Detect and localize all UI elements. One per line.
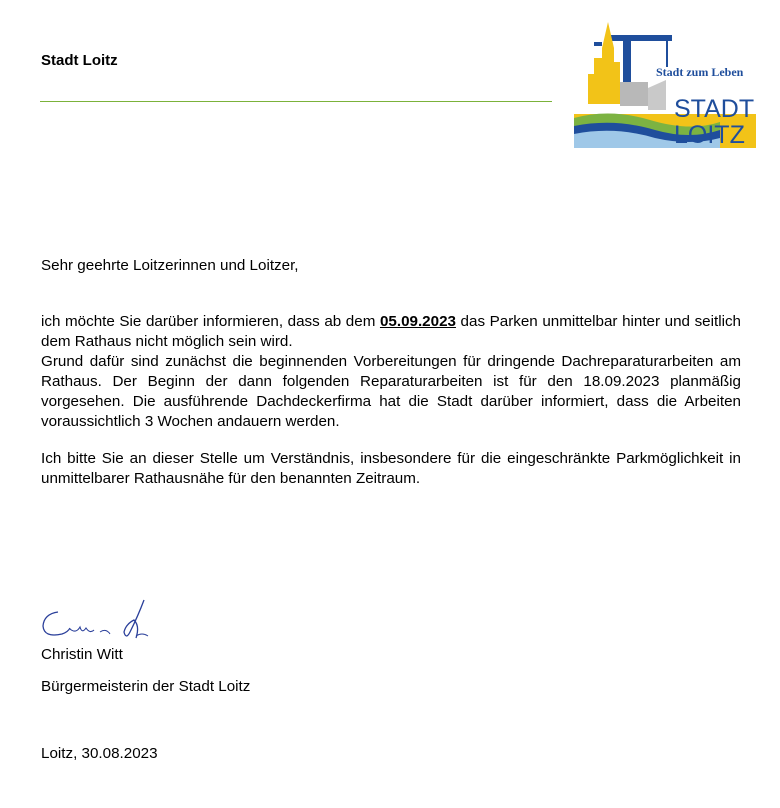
place-and-date: Loitz, 30.08.2023 [41,745,158,762]
sender-name: Stadt Loitz [41,52,118,69]
handwritten-signature [40,596,160,652]
signer-name: Christin Witt [41,646,123,663]
logo-line1: STADT [674,95,755,123]
start-date: 05.09.2023 [379,313,456,330]
paragraph-1-lead: ich möchte Sie darüber informieren, dass ab dem [41,313,380,330]
signer-role: Bürgermeisterin der Stadt Loitz [41,678,251,695]
city-logo [570,22,760,150]
paragraph-2: Ich bitte Sie an dieser Stelle um Verständnis, insbesondere für die eingeschränkte Parkmöglichkeit in unmittelbarer Rathausnähe für den benannten Zeitraum. [41,450,741,487]
paragraph-1-rest: das Parken unmittelbar hinter und seitlich dem Rathaus nicht möglich sein wird. [41,313,741,350]
logo-tagline: Stadt zum Leben [656,65,744,79]
logo-line2: LOITZ [674,121,745,149]
paragraph-1-continuation: Grund dafür sind zunächst die beginnenden Vorbereitungen für dringende Dachreparaturarbeiten am Rathaus. Der Beginn der dann folgenden Reparaturarbeiten ist für den 18.09.2023 planmäßig vorgesehen. Die ausführende Dachdeckerfirma hat die Stadt darüber informiert, dass die Arbeiten voraussichtlich 3 Wochen andauern werden. [41,353,741,430]
paragraph-1 [41,312,741,432]
header-rule [40,101,552,102]
salutation: Sehr geehrte Loitzerinnen und Loitzer, [41,257,299,274]
